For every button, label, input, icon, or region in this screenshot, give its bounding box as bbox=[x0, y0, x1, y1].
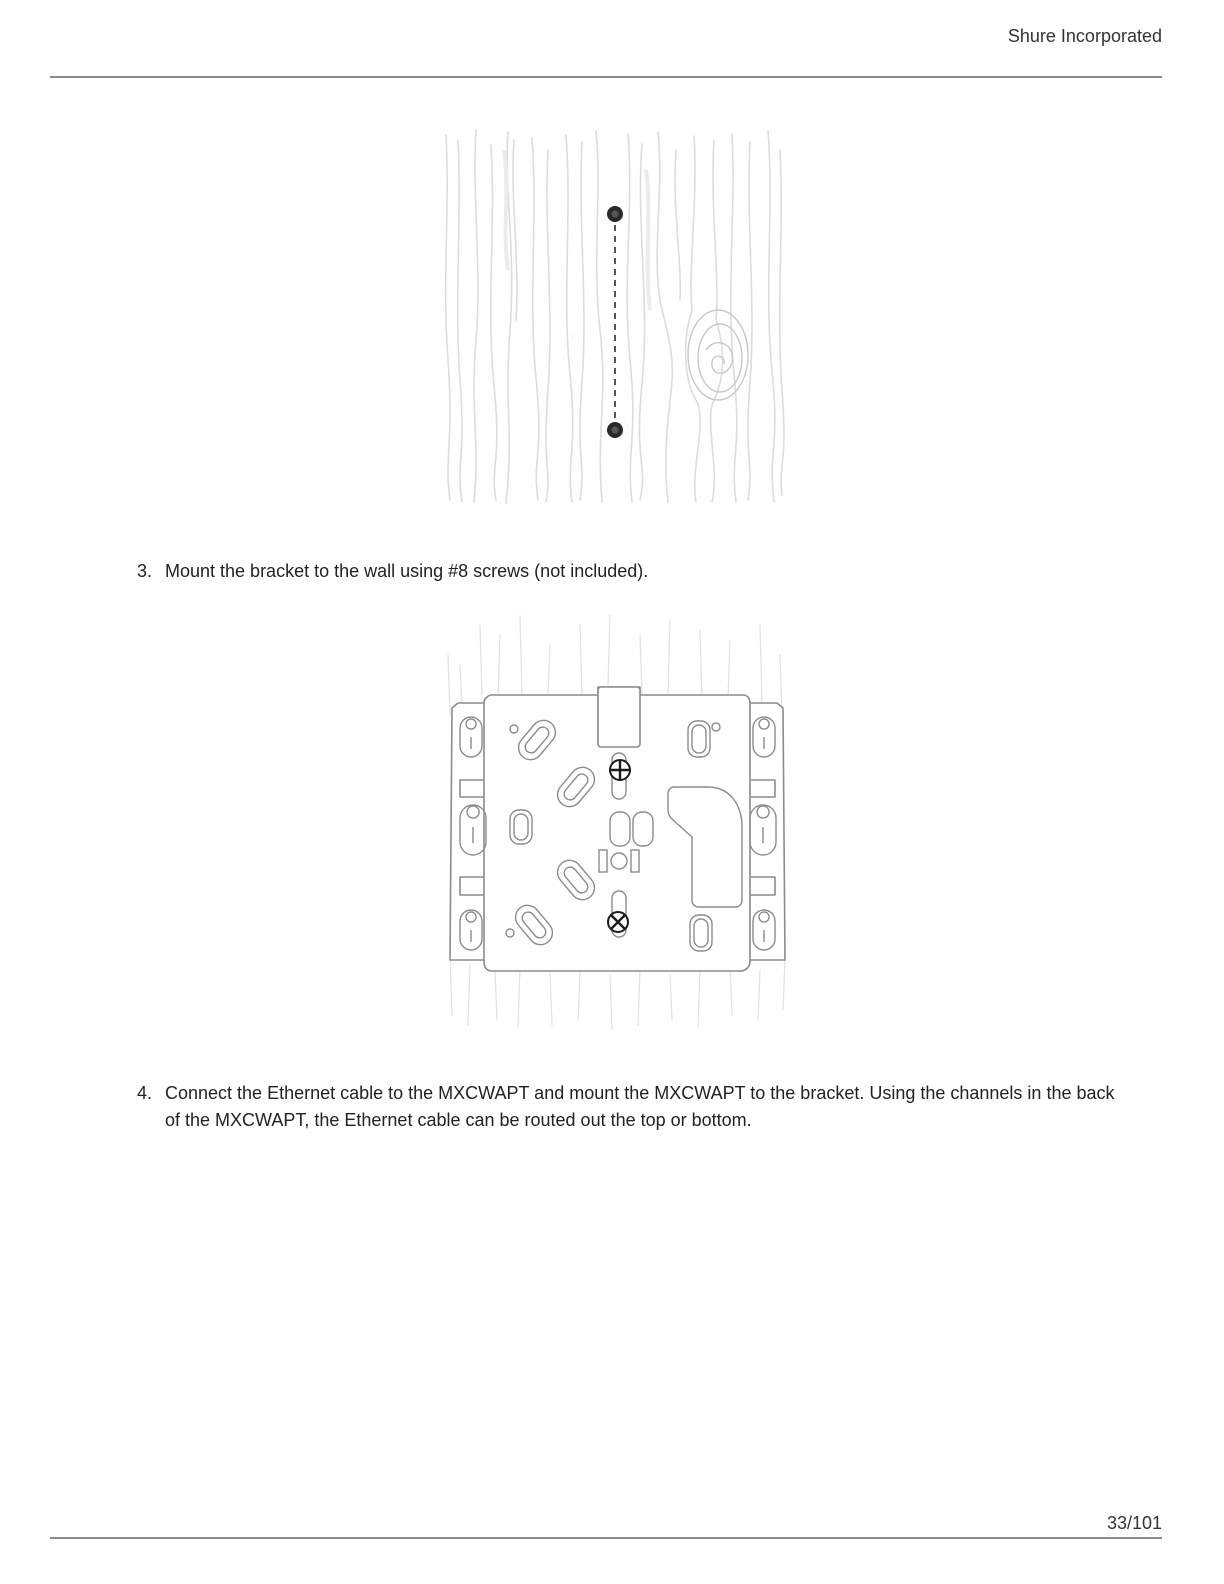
step-4 bbox=[137, 1080, 1117, 1134]
step-3-number: 3. bbox=[137, 561, 153, 581]
wood-wall-marks-figure bbox=[436, 130, 786, 505]
page-number: 33/101 bbox=[1106, 1513, 1162, 1533]
wood-wall-marks-icon bbox=[436, 130, 786, 505]
header-company-name: Shure Incorporated bbox=[1007, 26, 1162, 46]
bracket-mount-figure bbox=[440, 615, 795, 1030]
step-3-text: Mount the bracket to the wall using #8 screws (not included). bbox=[165, 561, 649, 581]
footer-divider bbox=[50, 1537, 1162, 1539]
mounting-bracket-icon bbox=[440, 615, 795, 1030]
step-4-text: Connect the Ethernet cable to the MXCWAPT and mount the MXCWAPT to the bracket. Using the channels in the back of the MXCWAPT, the Ethernet cable can be routed out the top or bottom. bbox=[165, 1083, 1115, 1130]
header-divider bbox=[50, 76, 1162, 78]
step-3 bbox=[137, 558, 1117, 585]
step-4-number: 4. bbox=[137, 1083, 153, 1103]
